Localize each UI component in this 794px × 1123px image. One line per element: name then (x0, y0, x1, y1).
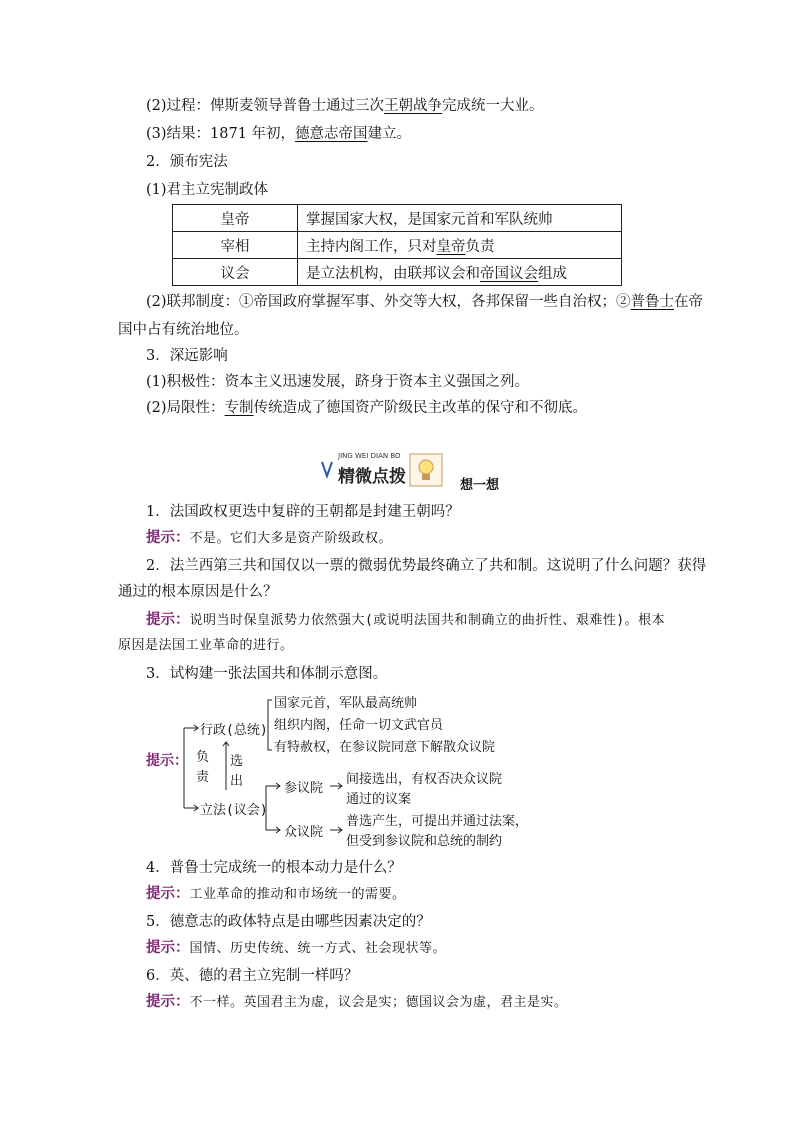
banner-title: 精微点拨 (338, 467, 406, 487)
table-cell-desc: 掌握国家大权，是国家元首和军队统帅 (298, 205, 622, 232)
underlined-term: 德意志帝国 (295, 126, 368, 142)
text: 建立。 (367, 126, 412, 142)
answer-2-cont: 原因是法国工业革命的进行。 (118, 638, 294, 653)
legislature-node: 立法(议会) (200, 803, 268, 818)
section-heading-impact: 3．深远影响 (146, 348, 228, 364)
underlined-term: 王朝战争 (384, 98, 443, 114)
question-2-cont: 通过的根本原因是什么？ (118, 584, 278, 600)
house-detail: 但受到参议院和总统的制约 (346, 834, 503, 849)
hint-label: 提示： (146, 530, 190, 546)
answer-1: 提示：不是。它们大多是资产阶级政权。 (146, 530, 393, 546)
responsible-label: 负责 (196, 750, 210, 785)
question-6: 6．英、德的君主立宪制一样吗？ (146, 968, 359, 984)
exec-node: 行政(总统) (200, 723, 268, 738)
table-cell-role: 议会 (173, 259, 298, 286)
hint-label: 提示： (146, 994, 190, 1010)
hint-label: 提示： (146, 940, 190, 956)
text: (3)结果：1871 年初， (146, 126, 296, 142)
question-2: 2．法兰西第三共和国仅以一票的微弱优势最终确立了共和制。这说明了什么问题？获得 (146, 558, 707, 574)
answer-5: 提示：国情、历史传统、统一方式、社会现状等。 (146, 940, 447, 956)
house-node: 众议院 (284, 825, 324, 840)
subheading-constitutional-monarchy: (1)君主立宪制政体 (146, 182, 269, 198)
table-row (173, 259, 622, 286)
senate-detail: 通过的议案 (346, 792, 412, 807)
exec-item: 国家元首，军队最高统帅 (274, 696, 418, 711)
hint-label: 提示： (146, 612, 190, 628)
text: 完成统一大业。 (442, 98, 544, 114)
senate-node: 参议院 (284, 781, 324, 796)
hint-label: 提示： (146, 886, 190, 902)
banner-pinyin: JING WEI DIAN BO (338, 452, 401, 460)
diagram-hint: 提示： (146, 753, 188, 769)
house-detail: 普选产生，可提出并通过法案， (346, 814, 529, 829)
table-row (173, 205, 622, 232)
federal-system-line: (2)联邦制度：①帝国政府掌握军事、外交等大权，各邦保留一些自治权；②普鲁士在帝 (146, 294, 704, 310)
section-banner (318, 452, 446, 488)
senate-detail: 间接选出，有权否决众议院 (346, 772, 503, 787)
answer-6: 提示：不一样。英国君主为虚，议会是实；德国议会为虚，君主是实。 (146, 994, 568, 1010)
text: (2)过程：俾斯麦领导普鲁士通过三次 (146, 98, 385, 114)
answer-4: 提示：工业革命的推动和市场统一的需要。 (146, 886, 406, 902)
positive-line: (1)积极性：资本主义迅速发展，跻身于资本主义强国之列。 (146, 374, 530, 390)
republic-system-diagram (146, 690, 556, 850)
exec-item: 有特赦权，在参议院同意下解散众议院 (274, 740, 496, 755)
table-cell-desc: 主持内阁工作，只对皇帝负责 (298, 232, 622, 259)
question-4: 4．普鲁士完成统一的根本动力是什么？ (146, 860, 402, 876)
question-1: 1．法国政权更迭中复辟的王朝都是封建王朝吗？ (146, 504, 460, 520)
table-cell-role: 皇帝 (173, 205, 298, 232)
process-line (146, 96, 544, 116)
section-heading-constitution: 2．颁布宪法 (146, 154, 228, 170)
table-cell-role: 宰相 (173, 232, 298, 259)
federal-system-line-2: 国中占有统治地位。 (118, 322, 249, 338)
exec-item: 组织内阁，任命一切文武官员 (274, 718, 444, 733)
banner-subtitle: 想一想 (460, 478, 500, 493)
table-row (173, 232, 622, 259)
government-table (172, 204, 622, 286)
result-line (146, 124, 411, 144)
answer-2: 提示：说明当时保皇派势力依然强大(或说明法国共和制确立的曲折性、艰难性)。根本 (146, 612, 666, 628)
table-cell-desc: 是立法机构，由联邦议会和帝国议会组成 (298, 259, 622, 286)
question-3: 3．试构建一张法国共和体制示意图。 (146, 666, 388, 682)
limitation-line: (2)局限性：专制传统造成了德国资产阶级民主改革的保守和不彻底。 (146, 400, 588, 416)
question-5: 5．德意志的政体特点是由哪些因素决定的？ (146, 914, 431, 930)
elect-label: 选出 (230, 754, 244, 789)
